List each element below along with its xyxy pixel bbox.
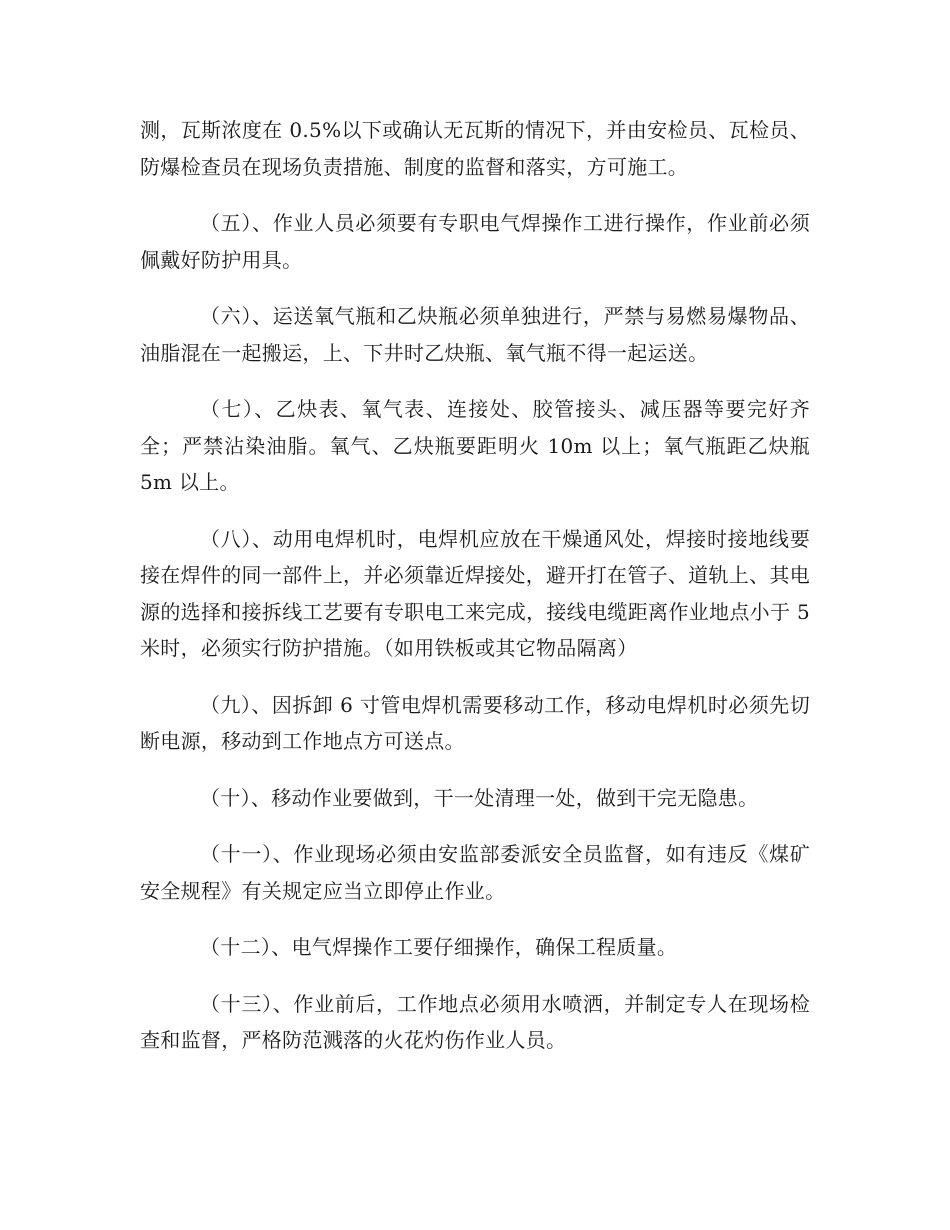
paragraph-item-12: （十二）、电气焊操作工要仔细操作，确保工程质量。 [200, 935, 678, 959]
paragraph-item-10: （十）、移动作业要做到，干一处清理一处，做到干完无隐患。 [200, 785, 759, 810]
paragraph-item-9: （九）、因拆卸 6 寸管电焊机需要移动工作，移动电焊机时必须先切断电源，移动到工作地点方可送点。 [140, 692, 810, 753]
paragraph-continuation: 测，瓦斯浓度在 0.5%以下或确认无瓦斯的情况下，并由安检员、瓦检员、防爆检查员在现场负责措施、制度的监督和落实，方可施工。 [140, 118, 810, 179]
paragraph-item-5: （五）、作业人员必须要有专职电气焊操作工进行操作，作业前必须佩戴好防护用具。 [140, 211, 810, 272]
paragraph-item-6: （六）、运送氧气瓶和乙炔瓶必须单独进行，严禁与易燃易爆物品、油脂混在一起搬运，上、下井时乙炔瓶、氧气瓶不得一起运送。 [140, 304, 810, 365]
paragraph-item-13: （十三）、作业前后，工作地点必须用水喷洒，并制定专人在现场检查和监督，严格防范溅落的火花灼伤作业人员。 [140, 991, 810, 1052]
paragraph-item-7: （七）、乙炔表、氧气表、连接处、胶管接头、减压器等要完好齐全；严禁沾染油脂。氧气、乙炔瓶要距明火 10m 以上；氧气瓶距乙炔瓶 5m 以上。 [140, 397, 810, 494]
paragraph-item-11: （十一）、作业现场必须由安监部委派安全员监督，如有违反《煤矿安全规程》有关规定应当立即停止作业。 [140, 842, 810, 903]
paragraph-item-8: （八）、动用电焊机时，电焊机应放在干燥通风处，焊接时接地线要接在焊件的同一部件上，并必须靠近焊接处，避开打在管子、道轨上、其电源的选择和接拆线工艺要有专职电工来完成，接线电缆距离作业地点小于 5 米时，必须实行防护措施。（如用铁板或其它物品隔离） [140, 526, 810, 660]
